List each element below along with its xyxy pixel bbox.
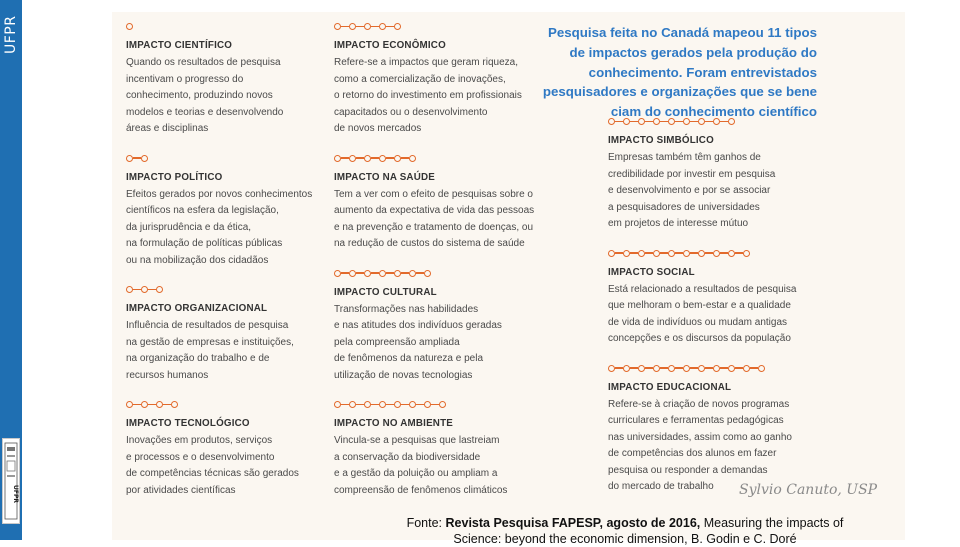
description-line: na redução de custos do sistema de saúde (334, 238, 525, 249)
dot-link (341, 157, 349, 158)
dot-link (630, 367, 638, 368)
dot-link (356, 26, 364, 27)
dot-link (615, 367, 623, 368)
dot-link (615, 121, 623, 122)
dot-link (401, 157, 409, 158)
sidebar (0, 0, 22, 540)
impact-description (126, 318, 341, 384)
description-line: de fenômenos da natureza e pela (334, 353, 483, 364)
dot-link (416, 272, 424, 273)
dot-link (401, 272, 409, 273)
description-line: a pesquisadores de universidades (608, 201, 760, 213)
dot-link (660, 367, 668, 368)
dot-link (386, 157, 394, 158)
impact-item (126, 400, 341, 499)
dot (653, 365, 660, 372)
description-line: e nas atitudes dos indivíduos geradas (334, 320, 502, 331)
dot (364, 23, 371, 30)
logo-text: UFPR (12, 485, 19, 503)
dot-link (386, 272, 394, 273)
dot (713, 250, 720, 257)
dot (409, 270, 416, 277)
dot-link (341, 272, 349, 273)
impact-title: IMPACTO SIMBÓLICO (608, 135, 714, 146)
impact-description (126, 433, 341, 499)
description-line: compreensão de fenômenos climáticos (334, 484, 508, 496)
impact-description (334, 433, 566, 499)
heading-line: ciam do conhecimento científico (610, 104, 817, 120)
impact-dot-chain-icon (126, 400, 341, 409)
dot-link (735, 367, 743, 368)
dot (623, 118, 630, 125)
dot-link (720, 121, 728, 122)
impact-dot-chain-icon (334, 400, 566, 409)
description-line: Vincula-se a pesquisas que lastreiam (334, 435, 500, 446)
description-line: nas universidades, assim como ao ganho (608, 431, 792, 443)
dot (698, 118, 705, 125)
dot (379, 270, 386, 277)
dot (394, 155, 401, 162)
description-line: a conservação da biodiversidade (334, 451, 481, 463)
dot-link (371, 26, 379, 27)
impact-title: IMPACTO EDUCACIONAL (608, 381, 732, 393)
dot (668, 250, 675, 257)
description-line: aumento da expectativa de vida das pessoas (334, 205, 535, 216)
dot (743, 250, 750, 257)
dot (364, 270, 371, 277)
description-line: e na prevenção e tratamento de doenças, ou (334, 221, 534, 233)
dot-link (615, 252, 623, 253)
dot-link (690, 367, 698, 368)
dot (171, 401, 178, 408)
impact-dot-chain-icon (126, 154, 341, 163)
impact-title: IMPACTO ECONÔMICO (334, 40, 446, 51)
dot-link (163, 404, 171, 405)
impact-description (608, 150, 838, 233)
dot-link (720, 367, 728, 368)
dot-link (705, 252, 713, 253)
impact-title: IMPACTO TECNOLÓGICO (126, 418, 250, 429)
description-line: pela compreensão ampliada (334, 336, 460, 348)
impact-title: IMPACTO SOCIAL (608, 266, 695, 278)
dot (126, 401, 133, 408)
description-line: o retorno do investimento em profissionais (334, 90, 522, 101)
description-line: ou na mobilização dos cidadãos (126, 254, 269, 266)
dot-link (660, 252, 668, 253)
dot (743, 365, 750, 372)
description-line: Refere-se à criação de novos programas (608, 398, 790, 410)
ufpr-logo (2, 438, 20, 524)
description-line: da jurisprudência e da ética, (126, 221, 252, 233)
dot-link (133, 404, 141, 405)
dot-link (630, 121, 638, 122)
dot-link (356, 404, 364, 405)
dot-link (133, 289, 141, 290)
dot-link (735, 252, 743, 253)
impact-description (608, 397, 838, 496)
impact-dot-chain-icon (608, 117, 838, 126)
description-line: capacitados ou o desenvolvimento (334, 106, 488, 118)
dot (638, 250, 645, 257)
dot (349, 23, 356, 30)
description-line: de novos mercados (334, 123, 422, 134)
impact-dot-chain-icon (608, 364, 838, 373)
dot-link (720, 252, 728, 253)
impact-description (126, 55, 341, 138)
dot (758, 365, 765, 372)
dot-link (431, 404, 439, 405)
impact-title: IMPACTO CIENTÍFICO (126, 40, 233, 51)
heading-line: pesquisadores e organizações que se bene (542, 84, 817, 100)
dot (141, 401, 148, 408)
dot (728, 118, 735, 125)
dot (608, 250, 615, 257)
description-line: Tem a ver com o efeito de pesquisas sobre o (334, 188, 533, 200)
dot (379, 23, 386, 30)
impact-item (126, 154, 341, 270)
dot (126, 155, 133, 162)
ufpr-logo-icon (4, 441, 18, 521)
impact-dot-chain-icon (126, 285, 341, 294)
dot (683, 118, 690, 125)
description-line: modelos e teorias e desenvolvendo (126, 106, 284, 118)
dot (728, 365, 735, 372)
dot-link (416, 404, 424, 405)
dot-link (386, 404, 394, 405)
dot (409, 155, 416, 162)
dot (334, 401, 341, 408)
dot (349, 155, 356, 162)
dot (439, 401, 446, 408)
dot (424, 270, 431, 277)
dot-link (401, 404, 409, 405)
description-line: Influência de resultados de pesquisa (126, 320, 289, 331)
impact-item (608, 364, 838, 496)
impact-description (334, 187, 566, 253)
author-credit: Sylvio Canuto, USP (739, 482, 878, 498)
description-line: em projetos de interesse mútuo (608, 218, 749, 229)
description-line: Efeitos gerados por novos conhecimentos (126, 188, 313, 200)
impact-item (608, 117, 838, 233)
dot-link (371, 404, 379, 405)
description-line: do mercado de trabalho (608, 481, 714, 492)
description-line: científicos na esfera da legislação, (126, 205, 279, 216)
dot (668, 365, 675, 372)
dot (364, 401, 371, 408)
dot (638, 118, 645, 125)
description-line: Está relacionado a resultados de pesquisa (608, 283, 797, 295)
dot (683, 365, 690, 372)
source-rest: Measuring the impacts of (700, 516, 844, 530)
impact-column-3 (608, 117, 838, 512)
dot-link (705, 367, 713, 368)
description-line: e a gestão da poluição ou ampliam a (334, 468, 498, 479)
dot-link (675, 252, 683, 253)
dot (728, 250, 735, 257)
dot-link (148, 404, 156, 405)
dot (409, 401, 416, 408)
dot-link (341, 404, 349, 405)
dot (379, 155, 386, 162)
dot (126, 286, 133, 293)
impact-dot-chain-icon (334, 22, 566, 31)
description-line: áreas e disciplinas (126, 123, 209, 134)
dot (156, 286, 163, 293)
impact-item (608, 249, 838, 348)
description-line: de competências técnicas são gerados (126, 468, 299, 479)
description-line: pesquisa ou responder a demandas (608, 464, 768, 476)
description-line: por atividades científicas (126, 484, 236, 496)
impact-description (126, 187, 341, 270)
dot (334, 155, 341, 162)
dot (156, 401, 163, 408)
dot (698, 250, 705, 257)
description-line: concepções e os discursos da população (608, 333, 791, 344)
description-line: credibilidade por investir em pesquisa (608, 168, 776, 180)
dot-link (371, 157, 379, 158)
dot-link (690, 252, 698, 253)
dot-link (645, 121, 653, 122)
heading-line: de impactos gerados pela produção do (569, 44, 817, 60)
impact-dot-chain-icon (334, 154, 566, 163)
dot (623, 365, 630, 372)
dot-link (386, 26, 394, 27)
dot (364, 155, 371, 162)
impact-item (334, 269, 566, 385)
description-line: conhecimento, produzindo novos (126, 90, 273, 101)
dot (683, 250, 690, 257)
source-bold: Revista Pesquisa FAPESP, agosto de 2016, (445, 516, 701, 530)
description-line: na formulação de políticas públicas (126, 238, 283, 249)
dot (713, 118, 720, 125)
sidebar-title: UFPR (3, 15, 19, 55)
impact-description (608, 282, 838, 348)
description-line: Quando os resultados de pesquisa (126, 57, 281, 68)
dot (349, 270, 356, 277)
dot (653, 118, 660, 125)
impact-description (334, 302, 566, 385)
source-prefix: Fonte: (406, 516, 446, 530)
impact-item (126, 22, 341, 138)
dot (334, 270, 341, 277)
impact-item (334, 400, 566, 499)
description-line: Transformações nas habilidades (334, 303, 479, 315)
description-line: curriculares e ferramentas pedagógicas (608, 415, 784, 426)
dot-link (630, 252, 638, 253)
description-line: recursos humanos (126, 369, 209, 381)
dot (334, 23, 341, 30)
dot (698, 365, 705, 372)
dot (638, 365, 645, 372)
dot-link (660, 121, 668, 122)
description-line: de competências dos alunos em fazer (608, 448, 777, 459)
impact-column-1 (126, 22, 341, 515)
description-line: utilização de novas tecnologias (334, 369, 473, 381)
dot-link (705, 121, 713, 122)
dot-link (148, 289, 156, 290)
source-line-2: Science: beyond the economic dimension, B. Godin e C. Doré (453, 532, 797, 546)
dot-link (133, 157, 141, 158)
impact-title: IMPACTO NO AMBIENTE (334, 418, 454, 429)
description-line: incentivam o progresso do (126, 73, 244, 85)
impact-dot-chain-icon (608, 249, 838, 258)
impact-item (334, 154, 566, 253)
dot (394, 23, 401, 30)
dot-link (645, 252, 653, 253)
dot (608, 365, 615, 372)
dot-link (356, 272, 364, 273)
dot (668, 118, 675, 125)
description-line: Refere-se a impactos que geram riqueza, (334, 57, 518, 68)
dot-link (371, 272, 379, 273)
dot (126, 23, 133, 30)
dot (141, 155, 148, 162)
description-line: e desenvolvimento e por se associar (608, 185, 771, 196)
description-line: que melhoram o bem-estar e a qualidade (608, 300, 791, 311)
description-line: Inovações em produtos, serviços (126, 435, 273, 446)
dot (713, 365, 720, 372)
description-line: Empresas também têm ganhos de (608, 152, 761, 163)
dot-link (675, 367, 683, 368)
description-line: e processos e o desenvolvimento (126, 451, 275, 463)
description-line: como a comercialização de inovações, (334, 73, 506, 85)
dot-link (341, 26, 349, 27)
impact-title: IMPACTO CULTURAL (334, 286, 437, 298)
infographic-panel (112, 12, 905, 546)
dot (394, 401, 401, 408)
impact-title: IMPACTO POLÍTICO (126, 171, 223, 183)
description-line: na gestão de empresas e instituições, (126, 336, 294, 348)
impact-dot-chain-icon (334, 269, 566, 278)
dot-link (675, 121, 683, 122)
dot (379, 401, 386, 408)
dot (653, 250, 660, 257)
source-citation (330, 515, 920, 547)
source-line-1 (330, 515, 920, 531)
dot-link (356, 157, 364, 158)
dot (349, 401, 356, 408)
dot (424, 401, 431, 408)
heading-line: conhecimento. Foram entrevistados (588, 64, 817, 80)
impact-dot-chain-icon (126, 22, 341, 31)
impact-title: IMPACTO ORGANIZACIONAL (126, 303, 268, 314)
dot-link (690, 121, 698, 122)
dot (608, 118, 615, 125)
impact-item (126, 285, 341, 384)
heading-line: Pesquisa feita no Canadá mapeou 11 tipos (548, 25, 817, 40)
dot (394, 270, 401, 277)
dot (141, 286, 148, 293)
dot-link (645, 367, 653, 368)
impact-item (334, 22, 566, 138)
description-line: na organização do trabalho e de (126, 353, 270, 364)
impact-title: IMPACTO NA SAÚDE (334, 171, 435, 183)
impact-description (334, 55, 566, 138)
dot-link (750, 367, 758, 368)
impact-column-2 (334, 22, 566, 515)
description-line: de vida de indivíduos ou mudam antigas (608, 316, 788, 328)
dot (623, 250, 630, 257)
